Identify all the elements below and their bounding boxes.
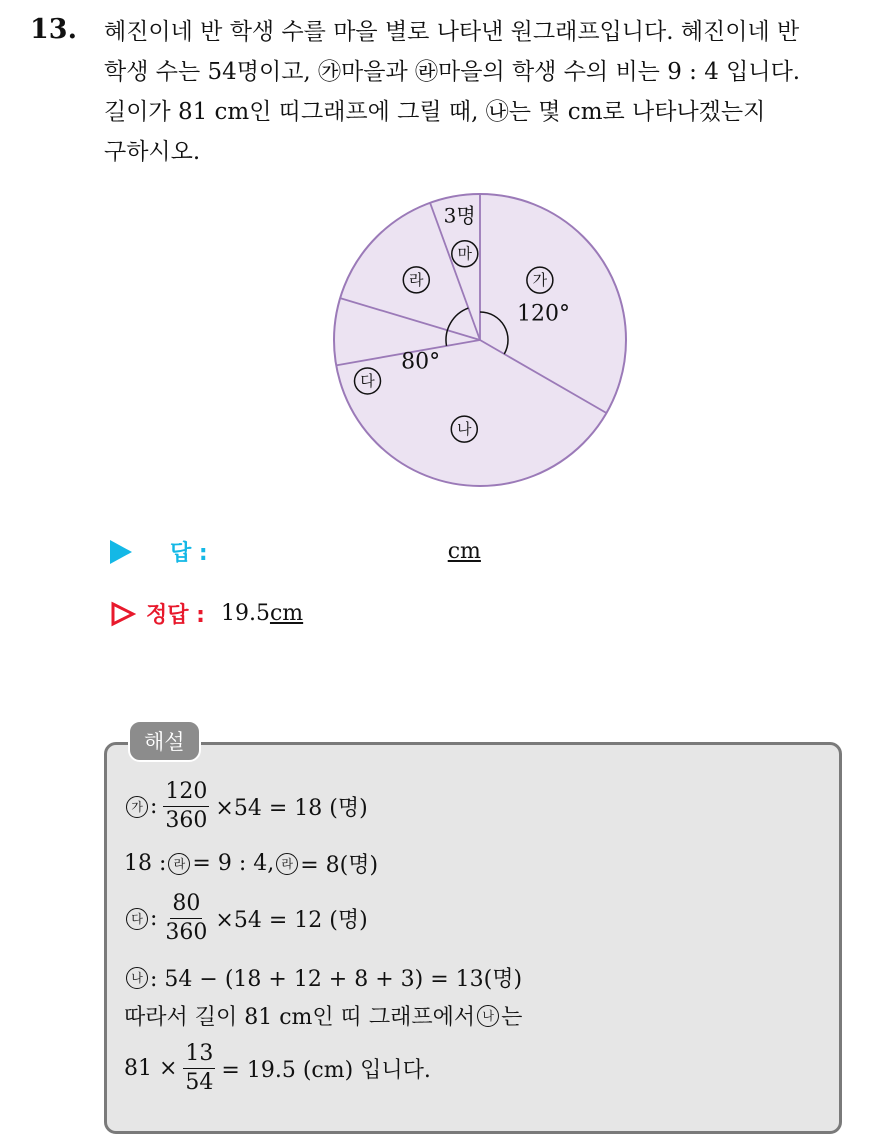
answer-unit: cm xyxy=(447,539,481,564)
solution-line-1 xyxy=(124,778,368,835)
circled-label: 라 xyxy=(276,853,298,875)
numerator: 80 xyxy=(170,890,202,919)
angle-label-80: 80° xyxy=(401,349,441,375)
circled-label: 다 xyxy=(126,908,148,930)
slice-value-ma: 3명 xyxy=(443,203,476,228)
slice-label-na: 나 xyxy=(457,420,472,439)
question-line: 학생 수는 54명이고, ㉮마을과 ㉱마을의 학생 수의 비는 9 : 4 입니다. xyxy=(104,59,801,85)
correct-answer-row xyxy=(110,598,303,629)
question-number: 13. xyxy=(30,14,77,45)
circled-label: 나 xyxy=(126,967,148,989)
solution-line-5 xyxy=(124,1000,522,1031)
numerator: 120 xyxy=(163,778,209,807)
answer-row xyxy=(110,536,481,567)
denominator: 360 xyxy=(165,808,208,833)
solution-line-6 xyxy=(124,1040,431,1097)
angle-label-120: 120° xyxy=(516,301,570,327)
expression: = 19.5 (cm) 입니다. xyxy=(221,1058,431,1083)
slice-label-ra: 라 xyxy=(409,270,424,289)
solution-line-4 xyxy=(124,962,522,993)
question-text xyxy=(104,12,864,172)
expression: ×54 = 18 (명) xyxy=(215,796,368,821)
outline-arrow-icon xyxy=(110,601,136,627)
circled-label: 나 xyxy=(477,1005,499,1027)
slice-label-ga: 가 xyxy=(532,271,548,290)
colon: : xyxy=(150,906,158,931)
solution-line-2 xyxy=(124,848,378,879)
fraction xyxy=(163,778,209,835)
solution-tag: 해설 xyxy=(128,720,201,762)
expression: : 54 − (18 + 12 + 8 + 3) = 13(명) xyxy=(150,967,523,992)
slice-label-da: 다 xyxy=(360,371,375,390)
circled-label: 가 xyxy=(126,796,148,818)
pie-chart xyxy=(320,180,640,500)
colon: : xyxy=(150,794,158,819)
question-line: 혜진이네 반 학생 수를 마을 별로 나타낸 원그래프입니다. 혜진이네 반 xyxy=(104,19,800,45)
correct-answer-unit: cm xyxy=(269,601,304,626)
answer-label: 답 : xyxy=(170,541,208,566)
circled-label: 라 xyxy=(168,853,190,875)
question-line: 구하시오. xyxy=(104,139,201,165)
expression: 는 xyxy=(501,1005,523,1030)
slice-label-ma: 마 xyxy=(457,244,473,263)
expression: ×54 = 12 (명) xyxy=(215,908,368,933)
correct-answer-value: 19.5 xyxy=(220,601,270,626)
solution-line-3 xyxy=(124,890,368,947)
expression: = 9 : 4, xyxy=(192,851,275,876)
play-arrow-icon xyxy=(110,540,132,564)
denominator: 54 xyxy=(185,1070,214,1095)
fraction xyxy=(163,890,209,947)
expression: 따라서 길이 81 cm인 띠 그래프에서 xyxy=(124,1005,476,1030)
correct-answer-label: 정답 : xyxy=(146,603,205,628)
numerator: 13 xyxy=(183,1040,215,1069)
expression: 18 : xyxy=(124,851,167,876)
fraction xyxy=(183,1040,215,1097)
question-line: 길이가 81 cm인 띠그래프에 그릴 때, ㉯는 몇 cm로 나타나겠는지 xyxy=(104,99,766,125)
expression: = 8(명) xyxy=(300,853,379,878)
expression: 81 × xyxy=(124,1056,178,1081)
denominator: 360 xyxy=(165,920,208,945)
